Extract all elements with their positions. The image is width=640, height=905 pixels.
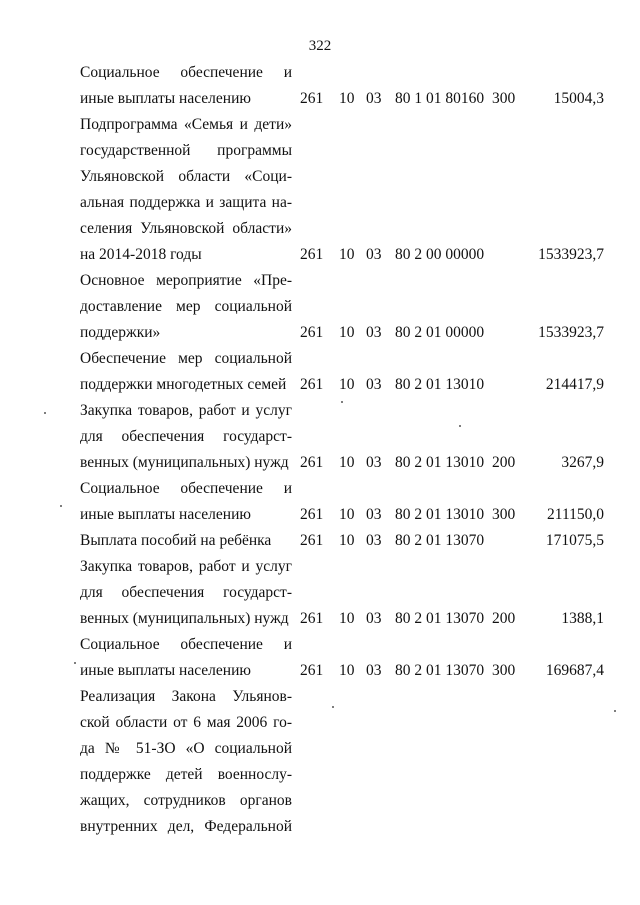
- amount: 214417,9: [545, 376, 604, 393]
- section-code: 10: [339, 324, 355, 341]
- expense-type-code: 200: [492, 454, 516, 471]
- target-article-code: 80 1 01 80160: [395, 90, 485, 107]
- row-codes: [0, 320, 640, 346]
- row-name-line: иные выплаты населению: [80, 90, 251, 107]
- row-name-line: Социальное обеспечение и: [80, 480, 292, 497]
- grbs-code: 261: [300, 90, 324, 107]
- grbs-code: 261: [300, 246, 324, 263]
- grbs-code: 261: [300, 324, 324, 341]
- row-name-line: внутренних дел, Федеральной: [80, 818, 292, 835]
- row-name-line: Социальное обеспечение и: [80, 64, 292, 81]
- expense-type-code: 300: [492, 506, 516, 523]
- row-name-line: иные выплаты населению: [80, 662, 251, 679]
- subsection-code: 03: [366, 246, 382, 263]
- subsection-code: 03: [366, 454, 382, 471]
- row-name-line: селения Ульяновской области»: [80, 220, 292, 237]
- section-code: 10: [339, 246, 355, 263]
- target-article-code: 80 2 01 13010: [395, 376, 485, 393]
- section-code: 10: [339, 376, 355, 393]
- row-name-line: для обеспечения государст-: [80, 584, 292, 601]
- table-row: [0, 684, 640, 840]
- table-row: [0, 112, 640, 268]
- expense-type-code: 300: [492, 662, 516, 679]
- table-row: [0, 346, 640, 398]
- row-name-line: Подпрограмма «Семья и дети»: [80, 116, 292, 133]
- budget-table: [0, 60, 640, 840]
- section-code: 10: [339, 454, 355, 471]
- target-article-code: 80 2 01 13070: [395, 662, 485, 679]
- target-article-code: 80 2 01 13070: [395, 532, 485, 549]
- grbs-code: 261: [300, 532, 324, 549]
- target-article-code: 80 2 00 00000: [395, 246, 485, 263]
- grbs-code: 261: [300, 376, 324, 393]
- row-name-line: жащих, сотрудников органов: [80, 792, 292, 809]
- section-code: 10: [339, 90, 355, 107]
- subsection-code: 03: [366, 376, 382, 393]
- row-name-line: венных (муниципальных) нужд: [80, 454, 289, 471]
- scan-speck: [341, 401, 343, 403]
- row-codes: [0, 814, 640, 840]
- amount: 3267,9: [561, 454, 604, 471]
- amount: 1533923,7: [538, 246, 604, 263]
- row-name-line: государственной программы: [80, 142, 292, 159]
- amount: 15004,3: [553, 90, 604, 107]
- subsection-code: 03: [366, 324, 382, 341]
- row-name-line: поддержке детей военнослу-: [80, 766, 292, 783]
- section-code: 10: [339, 662, 355, 679]
- page-number: 322: [308, 38, 332, 54]
- row-name-line: доставление мер социальной: [80, 298, 292, 315]
- amount: 211150,0: [547, 506, 604, 523]
- row-name-line: поддержки многодетных семей: [80, 376, 287, 393]
- table-row: [0, 528, 640, 554]
- subsection-code: 03: [366, 662, 382, 679]
- row-codes: [0, 86, 640, 112]
- grbs-code: 261: [300, 610, 324, 627]
- row-codes: [0, 606, 640, 632]
- scan-speck: [74, 662, 76, 664]
- row-name-line: Выплата пособий на ребёнка: [80, 532, 272, 549]
- row-codes: [0, 502, 640, 528]
- row-name-line: венных (муниципальных) нужд: [80, 610, 289, 627]
- target-article-code: 80 2 01 13070: [395, 610, 485, 627]
- section-code: 10: [339, 610, 355, 627]
- row-name-line: да № 51-ЗО «О социальной: [80, 740, 292, 757]
- subsection-code: 03: [366, 610, 382, 627]
- subsection-code: 03: [366, 532, 382, 549]
- amount: 1533923,7: [538, 324, 604, 341]
- target-article-code: 80 2 01 13010: [395, 506, 485, 523]
- row-codes: [0, 658, 640, 684]
- section-code: 10: [339, 532, 355, 549]
- row-name-line: Закупка товаров, работ и услуг: [80, 558, 292, 575]
- row-name-line: для обеспечения государст-: [80, 428, 292, 445]
- table-row: [0, 476, 640, 528]
- row-name-line: ской области от 6 мая 2006 го-: [80, 714, 292, 731]
- row-name-line: на 2014-2018 годы: [80, 246, 202, 263]
- subsection-code: 03: [366, 90, 382, 107]
- row-name-line: Социальное обеспечение и: [80, 636, 292, 653]
- scan-speck: [332, 706, 334, 708]
- row-codes: [0, 372, 640, 398]
- row-name-line: Обеспечение мер социальной: [80, 350, 292, 367]
- row-name-line: Основное мероприятие «Пре-: [80, 272, 292, 289]
- row-codes: [0, 450, 640, 476]
- section-code: 10: [339, 506, 355, 523]
- table-row: [0, 554, 640, 632]
- subsection-code: 03: [366, 506, 382, 523]
- grbs-code: 261: [300, 506, 324, 523]
- table-row: [0, 60, 640, 112]
- amount: 1388,1: [561, 610, 604, 627]
- amount: 169687,4: [545, 662, 604, 679]
- grbs-code: 261: [300, 454, 324, 471]
- scan-speck: [614, 710, 616, 712]
- amount: 171075,5: [545, 532, 604, 549]
- row-codes: [0, 528, 640, 554]
- table-row: [0, 268, 640, 346]
- row-name-line: иные выплаты населению: [80, 506, 251, 523]
- scan-speck: [60, 505, 62, 507]
- row-name-line: Ульяновской области «Соци-: [80, 168, 292, 185]
- row-codes: [0, 242, 640, 268]
- row-name-line: поддержки»: [80, 324, 161, 341]
- row-name-line: Закупка товаров, работ и услуг: [80, 402, 292, 419]
- row-name-line: Реализация Закона Ульянов-: [80, 688, 292, 705]
- table-row: [0, 398, 640, 476]
- scan-speck: [459, 425, 461, 427]
- row-name-line: альная поддержка и защита на-: [80, 194, 292, 211]
- expense-type-code: 300: [492, 90, 516, 107]
- target-article-code: 80 2 01 13010: [395, 454, 485, 471]
- scan-speck: [44, 412, 46, 414]
- target-article-code: 80 2 01 00000: [395, 324, 485, 341]
- table-row: [0, 632, 640, 684]
- grbs-code: 261: [300, 662, 324, 679]
- expense-type-code: 200: [492, 610, 516, 627]
